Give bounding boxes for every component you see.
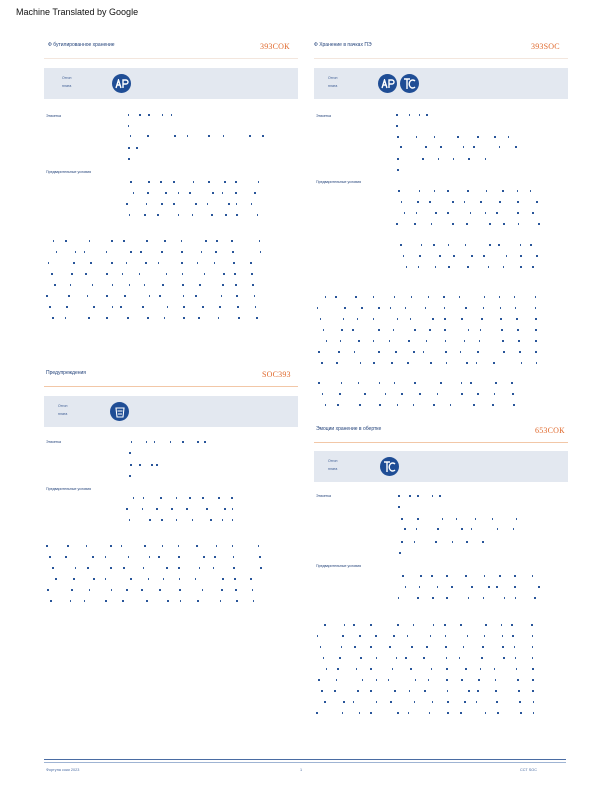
text-line	[46, 295, 268, 296]
text-line	[316, 624, 546, 625]
text-line	[396, 114, 436, 115]
text-line	[46, 317, 268, 318]
text-line	[316, 690, 546, 691]
text-line	[126, 475, 134, 476]
text-line	[396, 136, 526, 137]
text-line	[316, 668, 546, 669]
text-line	[316, 657, 546, 658]
text-line	[126, 497, 246, 498]
text-line	[396, 541, 496, 542]
text-line	[46, 306, 268, 307]
text-line	[396, 528, 526, 529]
section-2-code: 393SOC	[531, 42, 560, 51]
text-line	[316, 329, 546, 330]
text-line	[126, 181, 266, 182]
text-line	[396, 125, 404, 126]
section-4-code: 653СОК	[535, 426, 565, 435]
text-line	[126, 203, 266, 204]
band-label: Отгон	[328, 76, 338, 80]
section-3-code: SOC393	[262, 370, 291, 379]
tc-icon	[380, 457, 399, 476]
text-line	[396, 244, 546, 245]
section-3-rule	[44, 386, 298, 387]
text-line	[396, 597, 546, 598]
text-line	[46, 578, 268, 579]
text-line	[46, 556, 268, 557]
text-line	[126, 441, 216, 442]
text-line	[316, 712, 546, 713]
section-1-band	[44, 68, 298, 99]
section-2-band	[314, 68, 568, 99]
text-line	[126, 192, 266, 193]
text-line	[396, 223, 546, 224]
text-line	[396, 266, 546, 267]
text-line	[316, 635, 546, 636]
text-line	[316, 318, 546, 319]
section-4-band	[314, 451, 568, 482]
section-2-rule	[314, 58, 568, 59]
text-line	[46, 567, 268, 568]
row-label: Этикетка	[46, 440, 62, 444]
band-label: плата	[328, 467, 338, 471]
text-line	[126, 214, 266, 215]
footer-rule	[44, 759, 566, 760]
text-line	[396, 190, 546, 191]
section-4-rule	[314, 442, 568, 443]
text-line	[126, 158, 136, 159]
section-1-rule	[44, 58, 298, 59]
footer-rule	[44, 762, 566, 763]
text-line	[396, 146, 526, 147]
text-line	[396, 506, 404, 507]
section-3-band	[44, 396, 298, 427]
row-label: Этикетка	[316, 114, 332, 118]
text-line	[46, 240, 268, 241]
text-line	[396, 518, 526, 519]
row-label: Этикетка	[316, 494, 332, 498]
footer-left: Фортуна соки 2023	[46, 768, 80, 772]
text-line	[126, 125, 136, 126]
text-line	[46, 545, 268, 546]
text-line	[396, 201, 546, 202]
text-line	[316, 393, 526, 394]
ap-badge-icon	[112, 74, 131, 93]
band-label: плата	[328, 84, 338, 88]
band-label: плата	[58, 412, 68, 416]
text-line	[46, 262, 268, 263]
conditions-label: Предварительные условия	[46, 487, 92, 491]
band-label: Отгон	[328, 459, 338, 463]
band-label: Отгон	[58, 404, 68, 408]
text-line	[396, 158, 496, 159]
text-line	[316, 679, 546, 680]
text-line	[316, 351, 546, 352]
text-line	[316, 646, 546, 647]
text-line	[396, 495, 446, 496]
text-line	[46, 589, 268, 590]
text-line	[126, 114, 176, 115]
text-line	[316, 404, 526, 405]
text-line	[126, 464, 166, 465]
cup-icon	[110, 402, 129, 421]
footer-right: ССТ SOC	[520, 768, 537, 772]
conditions-label: Предварительные условия	[316, 180, 362, 184]
section-1-header: Ф бутилированное хранение	[48, 42, 115, 48]
ap-badge-icon	[378, 74, 397, 93]
text-line	[126, 135, 276, 136]
section-4-header: Эмоции хранение в обертке	[316, 426, 382, 432]
text-line	[396, 212, 546, 213]
conditions-label: Предварительные условия	[46, 170, 92, 174]
conditions-label: Предварительные условия	[316, 564, 362, 568]
text-line	[316, 340, 546, 341]
text-line	[46, 600, 268, 601]
row-label: Этикетка	[46, 114, 62, 118]
section-2-header: Ф Хранение в пачках ПЭ	[314, 42, 372, 48]
band-label: Отгон	[62, 76, 72, 80]
tc-icon	[400, 74, 419, 93]
band-label: плата	[62, 84, 72, 88]
text-line	[46, 284, 268, 285]
text-line	[396, 255, 546, 256]
text-line	[126, 147, 146, 148]
text-line	[396, 169, 406, 170]
text-line	[316, 296, 546, 297]
text-line	[396, 552, 406, 553]
text-line	[46, 251, 268, 252]
text-line	[126, 452, 134, 453]
translation-banner: Machine Translated by Google	[16, 7, 139, 17]
text-line	[126, 508, 246, 509]
section-3-header: Предупреждения	[46, 370, 86, 376]
page-number: 1	[300, 768, 303, 772]
text-line	[126, 519, 246, 520]
text-line	[46, 273, 268, 274]
text-line	[396, 575, 546, 576]
text-line	[316, 362, 546, 363]
section-1-code: 393СОК	[260, 42, 290, 51]
text-line	[316, 701, 546, 702]
text-line	[316, 382, 526, 383]
text-line	[316, 307, 546, 308]
text-line	[396, 586, 546, 587]
